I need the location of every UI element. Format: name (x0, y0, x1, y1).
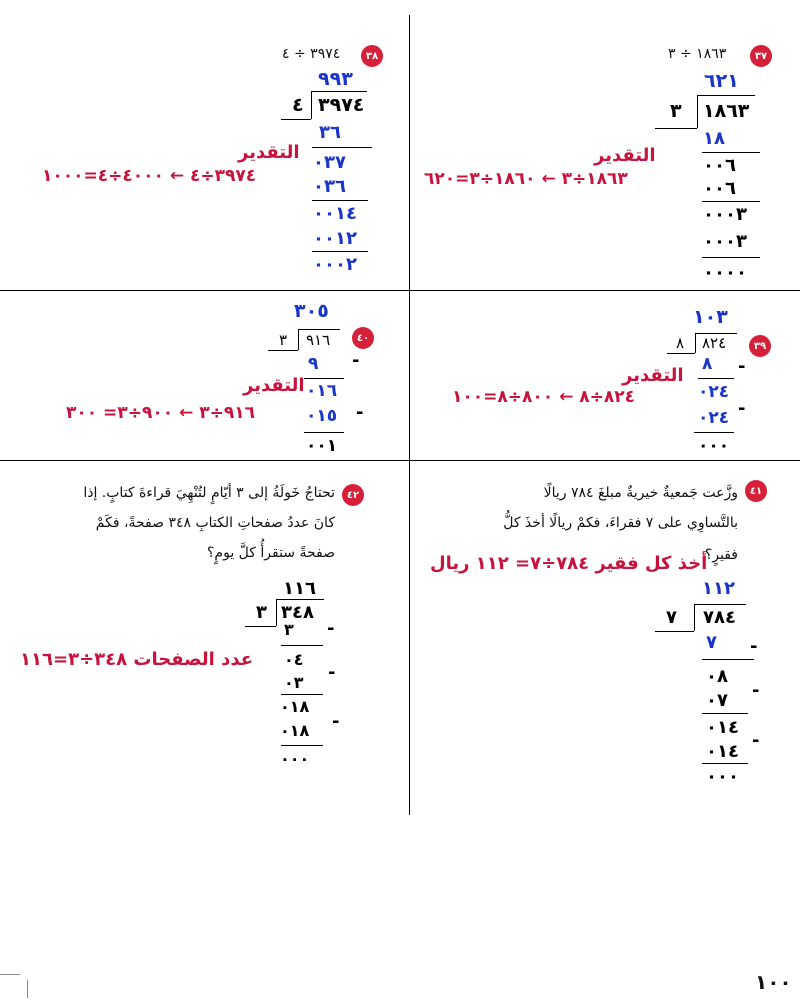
minus-sign: - (750, 636, 758, 657)
answer-expression: أخذ كل فقير ٧٨٤÷٧= ١١٢ ريال (430, 553, 708, 574)
grid-vertical-line (409, 15, 410, 815)
step-3: ٠٠٦ (703, 178, 736, 199)
step-3: ٠٧ (706, 690, 728, 711)
minus-sign: - (327, 618, 335, 639)
step-2: ٠١٦ (306, 381, 338, 401)
divisor-underline (655, 128, 697, 129)
step-3: ٠٣٦ (313, 176, 346, 197)
step-5: ٠١٨ (280, 721, 310, 740)
question-number-badge: ٣٨ (361, 45, 383, 67)
step-3: ٠٣ (284, 673, 304, 692)
minus-sign: - (352, 350, 360, 371)
question-line-2: كانَ عددُ صفحاتِ الكتابِ ٣٤٨ صفحةً، فكَمْ (95, 515, 335, 531)
quotient: ٦٢١ (704, 70, 739, 92)
divisor-underline (281, 119, 311, 120)
estimate-expression: ١٨٦٣÷٣ ← ١٨٦٠÷٣=٦٢٠ (424, 169, 628, 189)
minus-sign: - (356, 402, 364, 423)
dividend: ٣٤٨ (281, 602, 314, 623)
minus-sign: - (752, 730, 760, 751)
estimate-expression: ٩١٦÷٣ ← ٩٠٠÷٣= ٣٠٠ (66, 403, 255, 423)
estimate-label: التقدير (594, 145, 656, 166)
step-line (702, 257, 760, 258)
quotient: ١٠٣ (693, 306, 728, 328)
division-bar (694, 604, 746, 605)
step-5: ٠١٤ (706, 741, 739, 762)
quotient: ١١٦ (283, 578, 316, 599)
step-line (694, 432, 734, 433)
step-line (702, 201, 760, 202)
quotient: ١١٢ (702, 578, 735, 599)
divisor-underline (667, 353, 695, 354)
step-4: ٠٠١٤ (313, 203, 357, 224)
step-1: ٩ (308, 354, 319, 374)
answer-expression: عدد الصفحات ٣٤٨÷٣=١١٦ (20, 649, 254, 670)
dividend: ١٨٦٣ (703, 100, 750, 122)
step-line (698, 378, 734, 379)
division-bracket (697, 95, 698, 128)
step-4: ٠٠٠٣ (703, 204, 747, 225)
step-2: ٠٢٤ (698, 382, 730, 402)
minus-sign: - (738, 398, 746, 419)
step-6: ٠٠٠ (280, 749, 310, 768)
step-5: ٠٠٠٣ (703, 231, 747, 252)
division-bracket (276, 599, 277, 626)
step-4: ٠١٤ (706, 717, 739, 738)
step-2: ٠٠٦ (703, 155, 736, 176)
minus-sign: - (752, 680, 760, 701)
step-line (281, 745, 323, 746)
step-line (702, 763, 748, 764)
step-line (304, 378, 344, 379)
step-5: ٠٠١٢ (313, 228, 357, 249)
question-line-3: فقيرٍ؟ (704, 547, 738, 563)
step-4: ٠١٨ (280, 697, 310, 716)
step-line (281, 694, 323, 695)
step-3: ٠٢٤ (698, 408, 730, 428)
step-6: ٠٠٠ (706, 766, 739, 787)
divisor: ٣ (256, 602, 267, 623)
step-2: ٠٨ (706, 666, 728, 687)
quotient: ٣٠٥ (294, 300, 329, 322)
step-1: ٨ (702, 354, 713, 374)
step-line (312, 200, 368, 201)
estimate-label: التقدير (243, 375, 305, 396)
grid-horizontal-line-1 (0, 290, 800, 291)
division-bar (276, 599, 324, 600)
divisor: ٧ (666, 607, 677, 628)
estimate-expression: ٨٢٤÷٨ ← ٨٠٠÷٨=١٠٠ (452, 387, 636, 407)
step-4: ٠٠٠ (698, 436, 730, 456)
question-number-badge: ٤٢ (342, 484, 364, 506)
grid-horizontal-line-2 (0, 460, 800, 461)
step-line (702, 152, 760, 153)
step-2: ٠٣٧ (313, 152, 346, 173)
step-1: ٣٦ (319, 122, 341, 143)
step-3: ٠١٥ (306, 406, 338, 426)
divisor-underline (268, 350, 298, 351)
question-number-badge: ٤٠ (352, 327, 374, 349)
quotient: ٩٩٣ (318, 68, 353, 90)
division-bracket (311, 91, 312, 119)
division-bracket (694, 604, 695, 631)
minus-sign: - (738, 356, 746, 377)
question-line-2: بالتَّساوِي على ٧ فقراءَ، فكمْ ريالًا أخذَ كلُّ (503, 515, 738, 531)
corner-mark (27, 980, 28, 998)
step-6: ٠٠٠٢ (313, 254, 357, 275)
corner-mark (0, 974, 20, 975)
step-line (312, 251, 368, 252)
dividend: ٨٢٤ (702, 334, 727, 352)
question-line-1: تحتاجُ خَولَةُ إلى ٣ أيّامٍ لتُنْهِيَ قراءةَ كتابٍ. إذا (83, 485, 335, 501)
divisor-underline (655, 631, 694, 632)
divisor: ٤ (292, 94, 304, 116)
estimate-label: التقدير (238, 142, 300, 163)
step-line (281, 645, 323, 646)
estimate-label: التقدير (622, 365, 684, 386)
question-number-badge: ٣٩ (749, 335, 771, 357)
problem-expression: ١٨٦٣ ÷ ٣ (668, 46, 727, 62)
question-number-badge: ٣٧ (750, 45, 772, 67)
estimate-expression: ٣٩٧٤÷٤ ← ٤٠٠٠÷٤=١٠٠٠ (42, 166, 257, 186)
problem-expression: ٣٩٧٤ ÷ ٤ (282, 46, 341, 62)
step-line (702, 713, 748, 714)
step-1: ٧ (706, 632, 717, 653)
division-bar (298, 329, 340, 330)
division-bar (697, 95, 755, 96)
step-line (304, 432, 344, 433)
divisor-underline (245, 626, 276, 627)
divisor: ٣ (670, 100, 682, 122)
step-1: ١٨ (703, 128, 725, 149)
division-bracket (695, 333, 696, 353)
step-4: ٠٠١ (306, 436, 338, 456)
question-line-1: وزَّعت جَمعيةٌ خيريةٌ مبلغَ ٧٨٤ ريالًا (543, 485, 738, 501)
question-number-badge: ٤١ (745, 480, 767, 502)
page-number: ١٠٠ (755, 970, 792, 994)
divisor: ٣ (279, 331, 288, 349)
dividend: ٣٩٧٤ (318, 94, 365, 116)
dividend: ٩١٦ (306, 331, 331, 349)
minus-sign: - (328, 662, 336, 683)
step-line (702, 659, 754, 660)
step-1: ٣ (284, 620, 294, 639)
minus-sign: - (332, 711, 340, 732)
division-bar (311, 91, 367, 92)
step-line (312, 147, 372, 148)
step-6: ٠٠٠٠ (703, 262, 747, 283)
division-bracket (298, 329, 299, 350)
question-line-3: صفحةً ستقرأُ كلَّ يومٍ؟ (206, 545, 335, 561)
step-2: ٠٤ (284, 650, 304, 669)
dividend: ٧٨٤ (703, 607, 736, 628)
divisor: ٨ (676, 334, 685, 352)
